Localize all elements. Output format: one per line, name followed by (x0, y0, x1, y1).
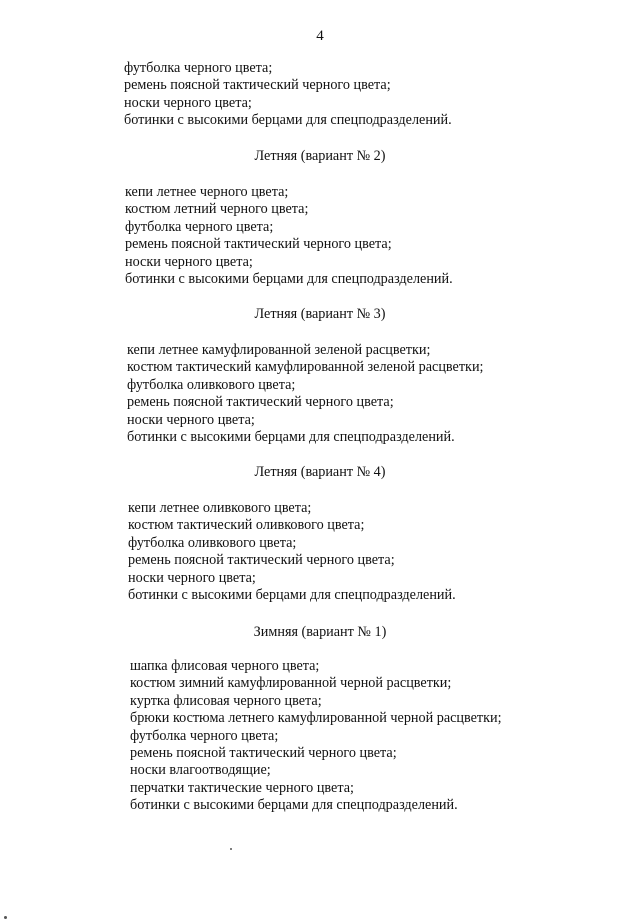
list-item: костюм тактический оливкового цвета; (128, 517, 365, 534)
list-item: ботинки с высокими берцами для спецподразделений. (128, 587, 456, 604)
list-item: ремень поясной тактический черного цвета; (124, 77, 391, 94)
list-item: перчатки тактические черного цвета; (130, 779, 354, 796)
item-list-summer-2 (125, 184, 585, 288)
list-item: шапка флисовая черного цвета; (130, 658, 320, 674)
list-item: костюм зимний камуфлированной черной расцветки; (130, 675, 452, 692)
item-list-summer-4 (128, 500, 588, 604)
list-item: кепи летнее оливкового цвета; (128, 500, 312, 516)
section-heading-summer-2: Летняя (вариант № 2) (254, 148, 386, 164)
list-item: футболка черного цвета; (125, 218, 274, 235)
scan-speck (230, 848, 232, 850)
list-item: ремень поясной тактический черного цвета; (125, 236, 392, 253)
item-list-summer-3 (127, 342, 587, 446)
item-list-continuation (124, 60, 584, 130)
list-item: ботинки с высокими берцами для спецподразделений. (127, 429, 455, 446)
list-item: ботинки с высокими берцами для спецподразделений. (124, 112, 452, 129)
list-item: носки влагоотводящие; (130, 762, 271, 779)
list-item: костюм летний черного цвета; (125, 201, 309, 218)
list-item: носки черного цвета; (124, 94, 252, 111)
list-item: футболка оливкового цвета; (127, 376, 296, 393)
scan-speck (4, 916, 7, 919)
list-item: куртка флисовая черного цвета; (130, 692, 322, 709)
list-item: кепи летнее камуфлированной зеленой расцветки; (127, 342, 431, 358)
list-item: ремень поясной тактический черного цвета; (130, 745, 397, 762)
page-number: 4 (316, 28, 324, 44)
list-item: ремень поясной тактический черного цвета; (128, 552, 395, 569)
list-item: кепи летнее черного цвета; (125, 184, 289, 200)
list-item: ботинки с высокими берцами для спецподразделений. (130, 797, 458, 814)
section-heading-winter-1: Зимняя (вариант № 1) (253, 624, 387, 640)
item-list-winter-1 (130, 658, 590, 815)
section-heading-summer-4: Летняя (вариант № 4) (254, 464, 386, 480)
list-item: носки черного цвета; (128, 569, 256, 586)
list-item: ремень поясной тактический черного цвета; (127, 394, 394, 411)
list-item: футболка черного цвета; (130, 727, 279, 744)
section-heading-summer-3: Летняя (вариант № 3) (254, 306, 386, 322)
list-item: футболка оливкового цвета; (128, 534, 297, 551)
list-item: футболка черного цвета; (124, 60, 273, 76)
list-item: носки черного цвета; (127, 411, 255, 428)
list-item: носки черного цвета; (125, 253, 253, 270)
list-item: костюм тактический камуфлированной зеленой расцветки; (127, 359, 484, 376)
list-item: брюки костюма летнего камуфлированной черной расцветки; (130, 710, 502, 727)
list-item: ботинки с высокими берцами для спецподразделений. (125, 271, 453, 288)
